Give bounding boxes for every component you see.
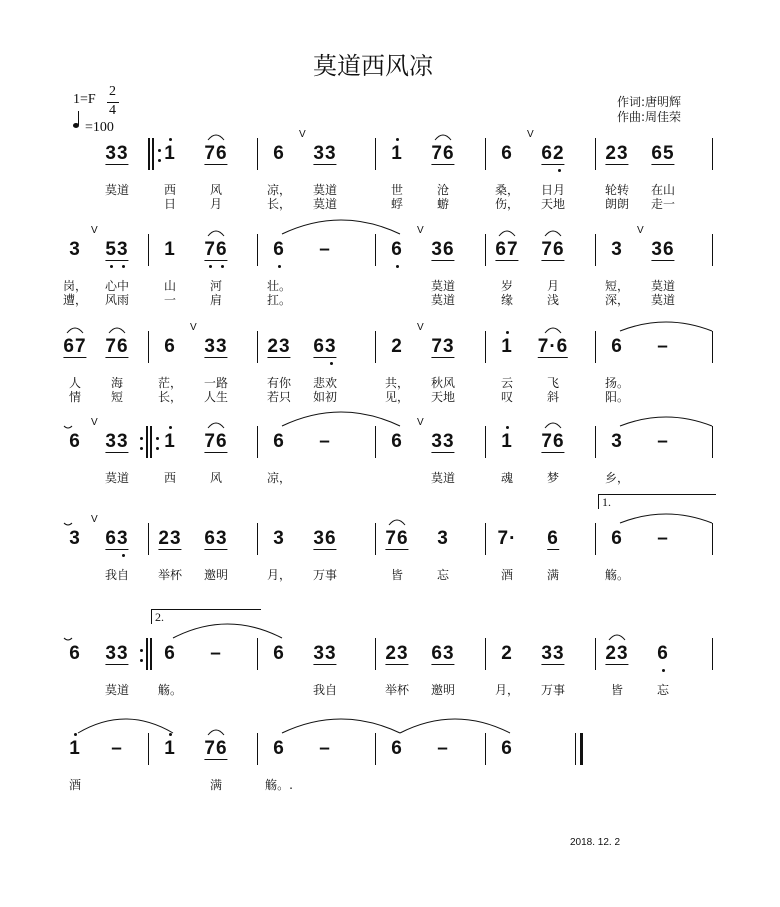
- lyric-verse-1: 轮转: [604, 183, 630, 197]
- lyric-verse-1: 风: [209, 183, 223, 197]
- date-stamp: 2018. 12. 2: [570, 837, 621, 848]
- lyric-verse-1: 在山: [650, 183, 676, 197]
- barline: [152, 138, 154, 170]
- phrase-arc: [208, 231, 224, 236]
- breath-mark: V: [637, 225, 644, 236]
- octave-dot-below: [558, 169, 561, 172]
- lyric-verse-1: 酒: [68, 778, 82, 792]
- lyric-verse-2: 人生: [203, 390, 229, 404]
- lyric-verse-1: 凉，: [266, 471, 292, 485]
- lyric-verse-1: 短，: [604, 279, 630, 293]
- note: 33: [204, 336, 228, 357]
- barline: [375, 331, 376, 363]
- note: 6: [611, 528, 623, 549]
- lyric-verse-1: 邀明: [203, 568, 229, 582]
- octave-dot-above: [74, 733, 77, 736]
- lyric-verse-1: 魂: [500, 471, 514, 485]
- lyric-verse-1: 云: [500, 376, 514, 390]
- slur: [173, 624, 282, 638]
- lyric-verse-1: 满: [546, 568, 560, 582]
- lyric-verse-1: 岗，: [62, 279, 88, 293]
- note: 1: [164, 143, 176, 164]
- note: 3: [611, 239, 623, 260]
- score-title: 莫道西风凉: [313, 52, 433, 80]
- time-signature-top: 2: [109, 84, 116, 99]
- octave-dot-below: [122, 265, 125, 268]
- lyric-verse-1: 海: [110, 376, 124, 390]
- note: 1: [391, 143, 403, 164]
- lyric-verse-2: 若只: [266, 390, 292, 404]
- note: 76: [105, 336, 129, 357]
- note: 67: [63, 336, 87, 357]
- phrase-arc: [208, 730, 224, 735]
- note: 33: [431, 431, 455, 452]
- lyric-verse-2: 如初: [312, 390, 338, 404]
- barline: [485, 234, 486, 266]
- breath-mark: V: [91, 417, 98, 428]
- lyric-verse-1: 共，: [384, 376, 410, 390]
- lyricist-credit: 作词:唐明辉: [617, 95, 682, 109]
- barline: [485, 138, 486, 170]
- slur: [282, 412, 400, 426]
- note: 6: [391, 738, 403, 759]
- octave-dot-above: [169, 138, 172, 141]
- slur-continuation: [64, 523, 72, 525]
- lyric-verse-1: 桑，: [494, 183, 520, 197]
- note: 33: [313, 143, 337, 164]
- breath-mark: V: [417, 417, 424, 428]
- tempo-marking: =100: [85, 120, 114, 135]
- phrase-arc: [609, 635, 625, 640]
- lyric-verse-2: 日: [163, 197, 177, 211]
- note: 6: [547, 528, 559, 549]
- repeat-dot: [158, 159, 161, 162]
- octave-dot-below: [278, 265, 281, 268]
- note: 6: [69, 643, 81, 664]
- slur-continuation: [64, 426, 72, 428]
- note: 6: [611, 336, 623, 357]
- octave-dot-above: [506, 426, 509, 429]
- sustain-dash: –: [657, 336, 669, 357]
- lyric-verse-1: 飞: [546, 376, 560, 390]
- slur: [282, 719, 400, 733]
- barline: [375, 523, 376, 555]
- note: 53: [105, 239, 129, 260]
- repeat-dot: [156, 447, 159, 450]
- lyric-verse-1: 莫道: [650, 279, 676, 293]
- barline: [257, 638, 258, 670]
- note: 63: [313, 336, 337, 357]
- note: 6: [164, 336, 176, 357]
- lyric-verse-2: 情: [68, 390, 82, 404]
- slur: [620, 417, 712, 426]
- lyric-verse-1: 万事: [312, 568, 338, 582]
- lyric-verse-1: 凉，: [266, 183, 292, 197]
- note: 6: [164, 643, 176, 664]
- lyric-verse-2: 叹: [500, 390, 514, 404]
- key-signature: 1=F: [73, 92, 96, 107]
- lyric-verse-2: 月: [209, 197, 223, 211]
- note: 6: [273, 143, 285, 164]
- lyric-verse-1: 皆: [390, 568, 404, 582]
- lyric-verse-2: 天地: [540, 197, 566, 211]
- note: 6: [273, 431, 285, 452]
- lyric-verse-1: 莫道: [104, 683, 130, 697]
- barline: [375, 234, 376, 266]
- lyric-verse-1: 莫道: [430, 279, 456, 293]
- note: 6: [501, 738, 513, 759]
- lyric-verse-2: 天地: [430, 390, 456, 404]
- sustain-dash: –: [657, 528, 669, 549]
- barline: [485, 523, 486, 555]
- barline: [485, 331, 486, 363]
- octave-dot-below: [396, 265, 399, 268]
- lyric-verse-2: 蜉: [390, 197, 404, 211]
- lyric-verse-1: 一路: [203, 376, 229, 390]
- note: 33: [105, 431, 129, 452]
- lyric-verse-1: 觞。: [604, 568, 630, 582]
- lyric-verse-1: 举杯: [157, 568, 183, 582]
- barline: [595, 331, 596, 363]
- note: 76: [431, 143, 455, 164]
- lyric-verse-2: 伤，: [494, 197, 520, 211]
- note: 76: [541, 431, 565, 452]
- barline: [580, 733, 583, 765]
- note: 6: [657, 643, 669, 664]
- lyric-verse-1: 莫道: [430, 471, 456, 485]
- repeat-dot: [140, 447, 143, 450]
- lyric-verse-2: 一: [163, 293, 177, 307]
- lyric-verse-1: 西: [163, 183, 177, 197]
- phrase-arc: [545, 328, 561, 333]
- barline: [712, 638, 713, 670]
- composer-credit: 作曲:周佳荣: [617, 110, 682, 124]
- repeat-dot: [140, 437, 143, 440]
- lyric-verse-1: 悲欢: [312, 376, 338, 390]
- slur: [620, 322, 712, 331]
- lyric-verse-2: 遭，: [62, 293, 88, 307]
- sustain-dash: –: [319, 431, 331, 452]
- note: 1: [164, 239, 176, 260]
- lyric-verse-1: 皆: [610, 683, 624, 697]
- barline: [257, 331, 258, 363]
- lyric-verse-1: 梦: [546, 471, 560, 485]
- lyric-verse-2: 肩: [209, 293, 223, 307]
- phrase-arc: [545, 423, 561, 428]
- slur: [400, 719, 510, 733]
- lyric-verse-1: 莫道: [104, 183, 130, 197]
- sustain-dash: –: [319, 239, 331, 260]
- lyric-verse-1: 沧: [436, 183, 450, 197]
- note: 76: [204, 239, 228, 260]
- note: 76: [204, 431, 228, 452]
- octave-dot-below: [209, 265, 212, 268]
- lyric-verse-1: 心中: [104, 279, 130, 293]
- barline: [712, 523, 713, 555]
- note: 3: [437, 528, 449, 549]
- breath-mark: V: [299, 129, 306, 140]
- note: 36: [651, 239, 675, 260]
- lyric-verse-1: 西: [163, 471, 177, 485]
- barline: [257, 426, 258, 458]
- note: 3: [273, 528, 285, 549]
- note: 7·6: [537, 336, 569, 357]
- note: 2: [501, 643, 513, 664]
- barline: [257, 733, 258, 765]
- note: 36: [431, 239, 455, 260]
- lyric-verse-1: 忘: [436, 568, 450, 582]
- lyric-verse-1: 山: [163, 279, 177, 293]
- breath-mark: V: [417, 225, 424, 236]
- lyric-verse-1: 风: [209, 471, 223, 485]
- octave-dot-below: [662, 669, 665, 672]
- barline: [712, 138, 713, 170]
- breath-mark: V: [91, 225, 98, 236]
- note: 6: [391, 239, 403, 260]
- note: 6: [273, 738, 285, 759]
- barline: [712, 426, 713, 458]
- lyric-verse-2: 蝣: [436, 197, 450, 211]
- lyric-verse-1: 世: [390, 183, 404, 197]
- barline: [148, 234, 149, 266]
- lyric-verse-1: 河: [209, 279, 223, 293]
- sustain-dash: –: [319, 738, 331, 759]
- note: 23: [605, 143, 629, 164]
- lyric-verse-2: 莫道: [650, 293, 676, 307]
- lyric-verse-2: 浅: [546, 293, 560, 307]
- lyric-verse-2: 扛。: [266, 293, 292, 307]
- note: 1: [501, 431, 513, 452]
- lyric-verse-1: 壮。: [266, 279, 292, 293]
- octave-dot-above: [169, 733, 172, 736]
- barline: [257, 523, 258, 555]
- note: 62: [541, 143, 565, 164]
- lyric-verse-2: 斜: [546, 390, 560, 404]
- barline: [712, 331, 713, 363]
- repeat-dot: [156, 437, 159, 440]
- phrase-arc: [109, 328, 125, 333]
- barline: [375, 426, 376, 458]
- note: 63: [105, 528, 129, 549]
- lyric-verse-1: 满: [209, 778, 223, 792]
- note: 76: [204, 738, 228, 759]
- barline: [485, 638, 486, 670]
- note: 3: [69, 528, 81, 549]
- phrase-arc: [389, 520, 405, 525]
- note: 1: [69, 738, 81, 759]
- repeat-dot: [140, 659, 143, 662]
- slur: [620, 514, 712, 523]
- lyric-verse-1: 月，: [494, 683, 520, 697]
- breath-mark: V: [417, 322, 424, 333]
- note: 63: [431, 643, 455, 664]
- note: 76: [385, 528, 409, 549]
- barline: [712, 234, 713, 266]
- note: 65: [651, 143, 675, 164]
- barline: [148, 733, 149, 765]
- barline: [257, 138, 258, 170]
- note: 33: [541, 643, 565, 664]
- octave-dot-below: [221, 265, 224, 268]
- octave-dot-above: [506, 331, 509, 334]
- volta-bracket: 1.: [598, 494, 716, 509]
- lyric-verse-1: 举杯: [384, 683, 410, 697]
- note: 73: [431, 336, 455, 357]
- slur: [282, 220, 400, 234]
- sustain-dash: –: [210, 643, 222, 664]
- barline: [595, 638, 596, 670]
- note: 3: [611, 431, 623, 452]
- slur: [78, 719, 173, 733]
- note: 23: [605, 643, 629, 664]
- barline: [148, 138, 150, 170]
- barline: [148, 331, 149, 363]
- octave-dot-below: [110, 265, 113, 268]
- note: 23: [158, 528, 182, 549]
- octave-dot-above: [169, 426, 172, 429]
- lyric-verse-1: 觞。.: [265, 778, 293, 792]
- lyric-verse-2: 深，: [604, 293, 630, 307]
- lyric-verse-2: 风雨: [104, 293, 130, 307]
- octave-dot-above: [396, 138, 399, 141]
- breath-mark: V: [91, 514, 98, 525]
- lyric-verse-2: 缘: [500, 293, 514, 307]
- note: 2: [391, 336, 403, 357]
- barline: [150, 426, 152, 458]
- breath-mark: V: [527, 129, 534, 140]
- barline: [485, 426, 486, 458]
- note: 63: [204, 528, 228, 549]
- lyric-verse-2: 朗朗: [604, 197, 630, 211]
- barline: [375, 638, 376, 670]
- note: 76: [204, 143, 228, 164]
- lyric-verse-1: 酒: [500, 568, 514, 582]
- lyric-verse-1: 岁: [500, 279, 514, 293]
- barline: [485, 733, 486, 765]
- barline: [150, 638, 152, 670]
- barline: [146, 638, 148, 670]
- note: 1: [164, 431, 176, 452]
- barline: [375, 733, 376, 765]
- note: 23: [385, 643, 409, 664]
- lyric-verse-1: 我自: [312, 683, 338, 697]
- lyric-verse-2: 莫道: [430, 293, 456, 307]
- lyric-verse-2: 走一: [650, 197, 676, 211]
- lyric-verse-1: 邀明: [430, 683, 456, 697]
- repeat-dot: [158, 149, 161, 152]
- note: 76: [541, 239, 565, 260]
- lyric-verse-1: 月，: [266, 568, 292, 582]
- note: 3: [69, 239, 81, 260]
- note: 23: [267, 336, 291, 357]
- note: 6: [391, 431, 403, 452]
- barline: [375, 138, 376, 170]
- lyric-verse-2: 短: [110, 390, 124, 404]
- volta-bracket: 2.: [151, 609, 261, 624]
- lyric-verse-1: 月: [546, 279, 560, 293]
- lyric-verse-2: 长，: [266, 197, 292, 211]
- phrase-arc: [499, 231, 515, 236]
- octave-dot-below: [330, 362, 333, 365]
- lyric-verse-1: 茫，: [157, 376, 183, 390]
- lyric-verse-1: 扬。: [604, 376, 630, 390]
- lyric-verse-1: 人: [68, 376, 82, 390]
- barline: [595, 523, 596, 555]
- barline: [575, 733, 576, 765]
- slur-continuation: [64, 638, 72, 640]
- phrase-arc: [545, 231, 561, 236]
- note: 6: [273, 643, 285, 664]
- lyric-verse-1: 我自: [104, 568, 130, 582]
- sustain-dash: –: [437, 738, 449, 759]
- note: 1: [164, 738, 176, 759]
- note: 6: [501, 143, 513, 164]
- note: 7·: [497, 528, 517, 549]
- barline: [595, 426, 596, 458]
- lyric-verse-2: 阳。: [604, 390, 630, 404]
- note: 6: [69, 431, 81, 452]
- note: 33: [105, 143, 129, 164]
- phrase-arc: [67, 328, 83, 333]
- lyric-verse-1: 乡，: [604, 471, 630, 485]
- breath-mark: V: [190, 322, 197, 333]
- lyric-verse-1: 日月: [540, 183, 566, 197]
- note: 33: [313, 643, 337, 664]
- barline: [257, 234, 258, 266]
- phrase-arc: [208, 135, 224, 140]
- note: 6: [273, 239, 285, 260]
- lyric-verse-2: 莫道: [312, 197, 338, 211]
- barline: [595, 138, 596, 170]
- barline: [595, 234, 596, 266]
- lyric-verse-2: 长，: [157, 390, 183, 404]
- phrase-arc: [208, 423, 224, 428]
- lyric-verse-2: 见，: [384, 390, 410, 404]
- lyric-verse-1: 秋风: [430, 376, 456, 390]
- phrase-arc: [435, 135, 451, 140]
- octave-dot-below: [122, 554, 125, 557]
- note: 1: [501, 336, 513, 357]
- lyric-verse-1: 莫道: [312, 183, 338, 197]
- lyric-verse-1: 莫道: [104, 471, 130, 485]
- lyric-verse-1: 万事: [540, 683, 566, 697]
- note: 67: [495, 239, 519, 260]
- repeat-dot: [140, 649, 143, 652]
- barline: [146, 426, 148, 458]
- barline: [148, 523, 149, 555]
- note: 33: [105, 643, 129, 664]
- time-signature-bottom: 4: [109, 103, 116, 118]
- note: 36: [313, 528, 337, 549]
- lyric-verse-1: 忘: [656, 683, 670, 697]
- lyric-verse-1: 觞。: [157, 683, 183, 697]
- lyric-verse-1: 有你: [266, 376, 292, 390]
- sustain-dash: –: [657, 431, 669, 452]
- sustain-dash: –: [111, 738, 123, 759]
